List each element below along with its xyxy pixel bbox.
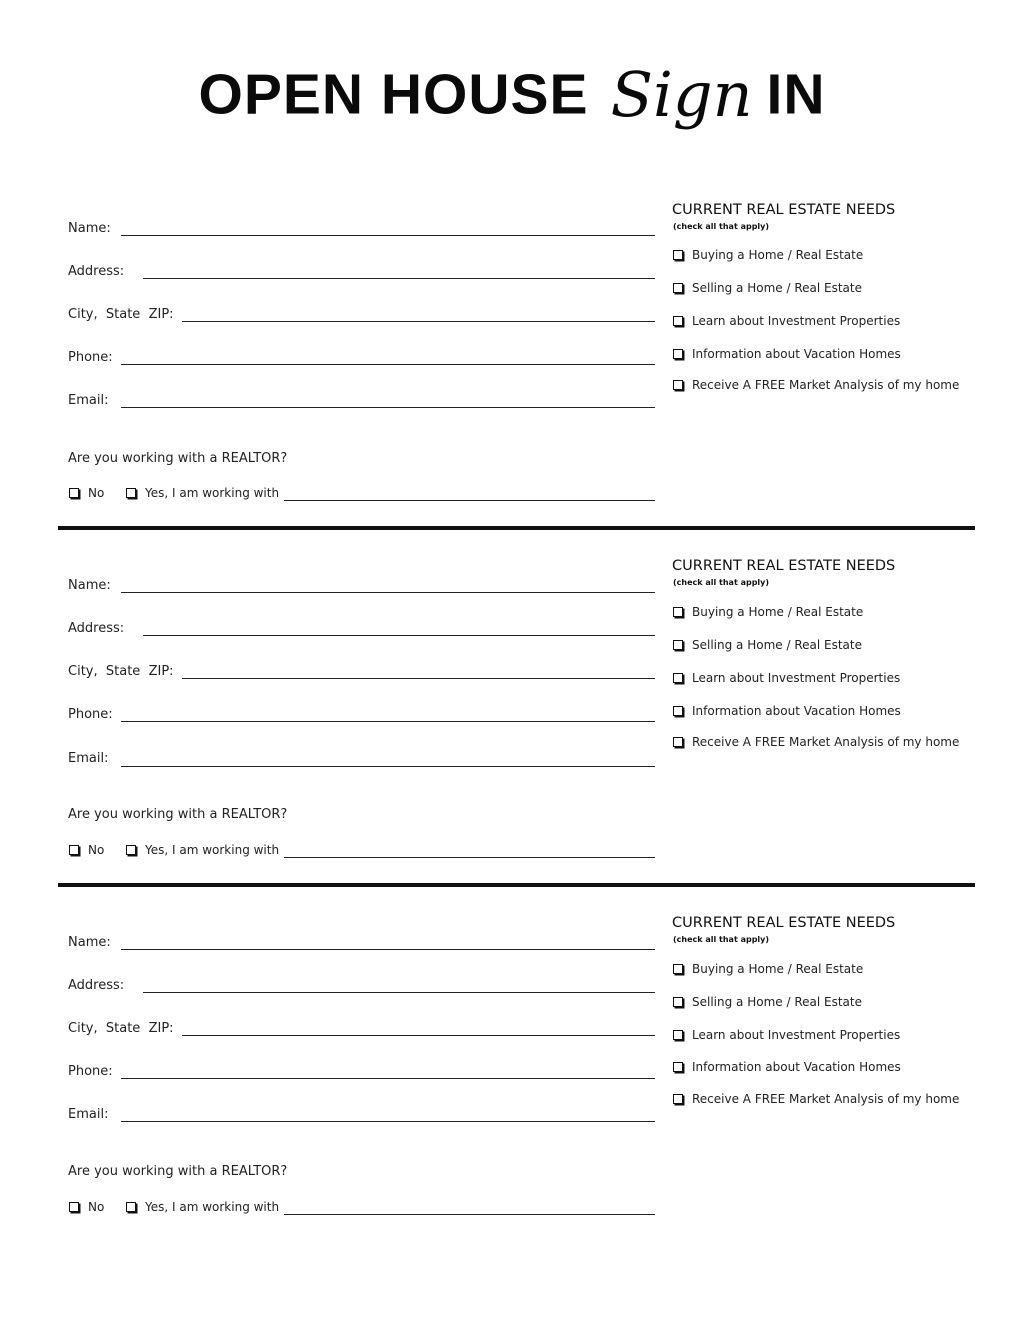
checkbox-icon[interactable] (673, 316, 683, 326)
address-line[interactable] (143, 992, 655, 993)
need-vacation[interactable] (673, 347, 901, 361)
need-label: Information about Vacation Homes (692, 347, 901, 361)
checkbox-icon[interactable] (126, 488, 136, 498)
address-line[interactable] (143, 635, 655, 636)
need-label: Selling a Home / Real Estate (692, 995, 862, 1009)
city-label: City, (68, 1021, 98, 1036)
need-label: Selling a Home / Real Estate (692, 638, 862, 652)
needs-subtitle: (check all that apply) (673, 222, 770, 231)
need-investment[interactable] (673, 314, 900, 328)
realtor-no-option[interactable] (69, 486, 104, 500)
realtor-yes-option[interactable] (126, 843, 279, 857)
checkbox-icon[interactable] (126, 1202, 136, 1212)
checkbox-icon[interactable] (673, 1094, 683, 1104)
section-divider (58, 883, 975, 887)
email-line[interactable] (121, 766, 655, 767)
zip-label: ZIP: (148, 664, 174, 679)
need-label: Learn about Investment Properties (692, 314, 901, 328)
realtor-yes-option[interactable] (126, 486, 279, 500)
need-label: Receive A FREE Market Analysis of my home (692, 378, 960, 392)
needs-subtitle: (check all that apply) (673, 578, 770, 587)
need-selling[interactable] (673, 638, 862, 652)
realtor-no-label: No (88, 1200, 105, 1214)
sign-in-entry-2 (0, 557, 1024, 887)
title-open-house: OPEN HOUSE (198, 62, 589, 127)
phone-line[interactable] (121, 1078, 655, 1079)
need-label: Learn about Investment Properties (692, 1028, 901, 1042)
phone-label: Phone: (68, 707, 113, 722)
email-label: Email: (68, 1107, 109, 1122)
phone-line[interactable] (121, 364, 655, 365)
state-label: State (105, 307, 141, 322)
realtor-no-label: No (88, 486, 105, 500)
need-market-analysis[interactable] (673, 735, 959, 749)
phone-label: Phone: (68, 350, 113, 365)
need-selling[interactable] (673, 995, 862, 1009)
need-market-analysis[interactable] (673, 1092, 959, 1106)
name-label: Name: (68, 935, 111, 950)
need-label: Learn about Investment Properties (692, 671, 901, 685)
city-label: City, (68, 307, 98, 322)
realtor-yes-label: Yes, I am working with (145, 486, 280, 500)
email-label: Email: (68, 751, 109, 766)
realtor-yes-label: Yes, I am working with (145, 1200, 280, 1214)
checkbox-icon[interactable] (673, 640, 683, 650)
need-label: Receive A FREE Market Analysis of my home (692, 1092, 960, 1106)
realtor-no-option[interactable] (69, 843, 104, 857)
need-selling[interactable] (673, 281, 862, 295)
need-market-analysis[interactable] (673, 378, 959, 392)
need-label: Buying a Home / Real Estate (692, 962, 864, 976)
needs-title: CURRENT REAL ESTATE NEEDS (672, 915, 896, 931)
city-state-zip-label (68, 1021, 174, 1036)
need-label: Receive A FREE Market Analysis of my home (692, 735, 960, 749)
checkbox-icon[interactable] (673, 380, 683, 390)
city-label: City, (68, 664, 98, 679)
needs-title: CURRENT REAL ESTATE NEEDS (672, 558, 896, 574)
address-line[interactable] (143, 278, 655, 279)
need-vacation[interactable] (673, 1060, 901, 1074)
state-label: State (105, 664, 141, 679)
checkbox-icon[interactable] (673, 1030, 683, 1040)
need-label: Information about Vacation Homes (692, 704, 901, 718)
email-line[interactable] (121, 1121, 655, 1122)
realtor-question: Are you working with a REALTOR? (68, 451, 288, 466)
need-buying[interactable] (673, 248, 863, 262)
realtor-yes-label: Yes, I am working with (145, 843, 280, 857)
realtor-name-line[interactable] (284, 1214, 655, 1215)
checkbox-icon[interactable] (673, 964, 683, 974)
zip-label: ZIP: (148, 307, 174, 322)
checkbox-icon[interactable] (673, 1062, 683, 1072)
city-state-zip-line[interactable] (182, 1035, 655, 1036)
realtor-no-label: No (88, 843, 105, 857)
phone-label: Phone: (68, 1064, 113, 1079)
city-state-zip-line[interactable] (182, 321, 655, 322)
city-state-zip-line[interactable] (182, 678, 655, 679)
checkbox-icon[interactable] (673, 250, 683, 260)
phone-line[interactable] (121, 721, 655, 722)
email-line[interactable] (121, 407, 655, 408)
sign-in-entry-3 (0, 914, 1024, 1244)
need-vacation[interactable] (673, 704, 901, 718)
checkbox-icon[interactable] (673, 673, 683, 683)
realtor-no-option[interactable] (69, 1200, 104, 1214)
need-investment[interactable] (673, 1028, 900, 1042)
realtor-yes-option[interactable] (126, 1200, 279, 1214)
name-label: Name: (68, 578, 111, 593)
realtor-question: Are you working with a REALTOR? (68, 807, 288, 822)
zip-label: ZIP: (148, 1021, 174, 1036)
name-line[interactable] (121, 592, 655, 593)
need-investment[interactable] (673, 671, 900, 685)
realtor-question: Are you working with a REALTOR? (68, 1164, 288, 1179)
checkbox-icon[interactable] (673, 737, 683, 747)
checkbox-icon[interactable] (673, 283, 683, 293)
need-buying[interactable] (673, 962, 863, 976)
realtor-name-line[interactable] (284, 500, 655, 501)
section-divider (58, 526, 975, 530)
realtor-name-line[interactable] (284, 857, 655, 858)
checkbox-icon[interactable] (673, 706, 683, 716)
checkbox-icon[interactable] (69, 1202, 79, 1212)
checkbox-icon[interactable] (69, 845, 79, 855)
checkbox-icon[interactable] (69, 488, 79, 498)
address-label: Address: (68, 978, 125, 993)
checkbox-icon[interactable] (126, 845, 136, 855)
need-label: Selling a Home / Real Estate (692, 281, 862, 295)
checkbox-icon[interactable] (673, 607, 683, 617)
state-label: State (105, 1021, 141, 1036)
address-label: Address: (68, 264, 125, 279)
name-line[interactable] (121, 235, 655, 236)
name-label: Name: (68, 221, 111, 236)
checkbox-icon[interactable] (673, 349, 683, 359)
page-title (0, 58, 1024, 131)
need-label: Buying a Home / Real Estate (692, 248, 864, 262)
city-state-zip-label (68, 307, 174, 322)
needs-subtitle: (check all that apply) (673, 935, 770, 944)
needs-title: CURRENT REAL ESTATE NEEDS (672, 202, 896, 218)
need-buying[interactable] (673, 605, 863, 619)
need-label: Information about Vacation Homes (692, 1060, 901, 1074)
title-sign-script: Sign (610, 58, 753, 131)
checkbox-icon[interactable] (673, 997, 683, 1007)
need-label: Buying a Home / Real Estate (692, 605, 864, 619)
sign-in-entry-1 (0, 200, 1024, 530)
title-in: IN (766, 62, 826, 127)
address-label: Address: (68, 621, 125, 636)
city-state-zip-label (68, 664, 174, 679)
email-label: Email: (68, 393, 109, 408)
name-line[interactable] (121, 949, 655, 950)
